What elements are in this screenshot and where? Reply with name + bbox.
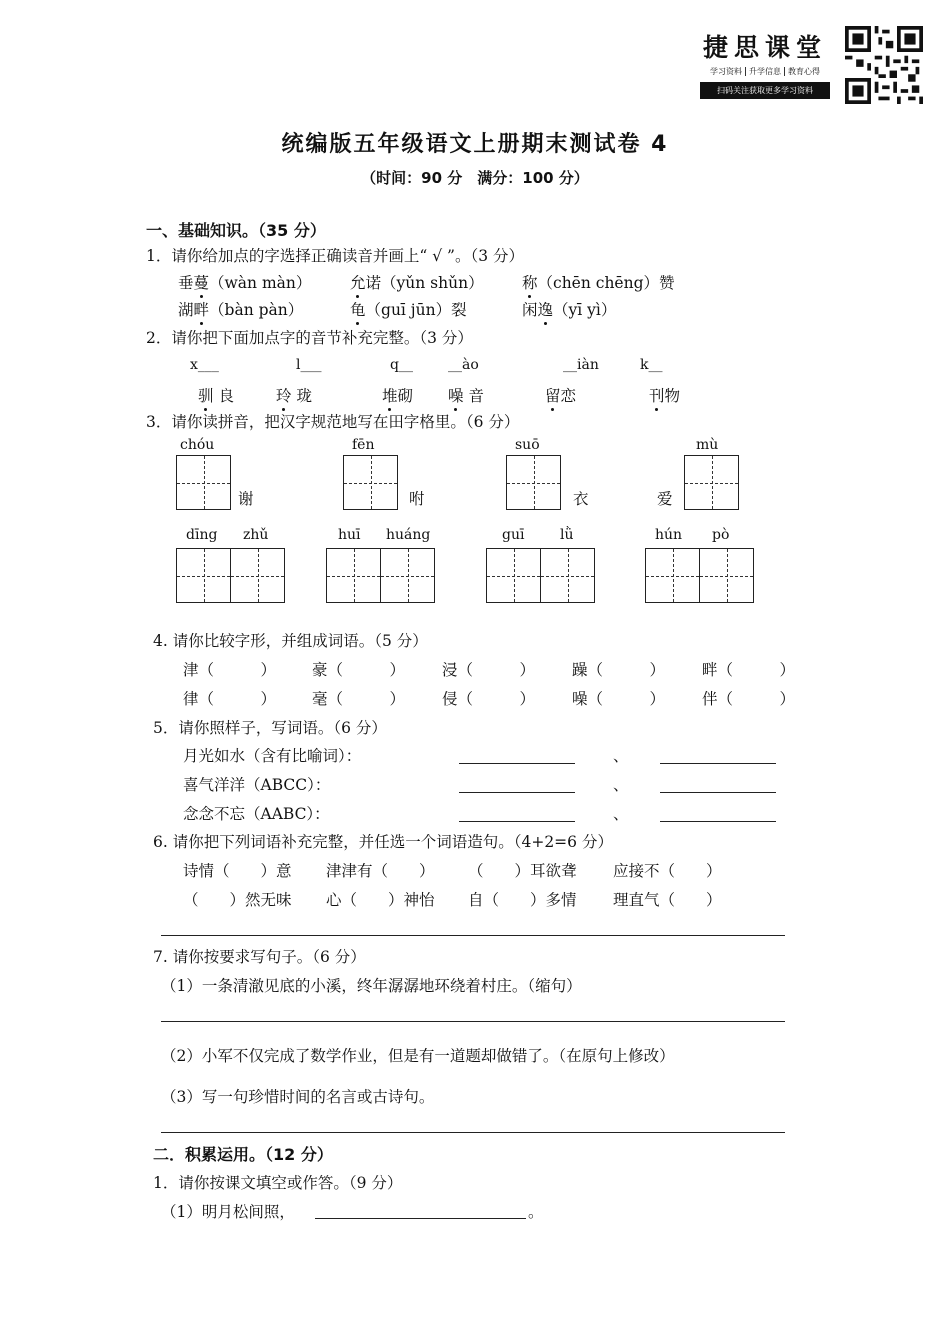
idiom-blank[interactable]: 津津有（ ） <box>326 862 435 880</box>
given-char: 爱 <box>657 490 673 508</box>
example-word: 念念不忘（AABC）： <box>183 805 330 823</box>
answer-line[interactable] <box>459 821 575 822</box>
writing-grid[interactable] <box>343 455 398 510</box>
syllable-blank[interactable]: __iàn <box>563 357 599 373</box>
writing-grid[interactable] <box>176 455 231 510</box>
answer-line[interactable] <box>660 821 776 822</box>
pinyin-label: fēn <box>352 437 375 453</box>
idiom-blank[interactable]: 理直气（ ） <box>613 891 722 909</box>
fill-answer-line[interactable] <box>315 1218 526 1219</box>
syllable-blank[interactable]: x___ <box>190 357 219 373</box>
compare-item[interactable]: 畔（ ） <box>702 661 796 679</box>
pinyin-label: huáng <box>386 527 431 543</box>
writing-grid[interactable] <box>506 455 561 510</box>
writing-grid[interactable] <box>230 548 285 603</box>
brand-bar: 扫码关注获取更多学习资料 <box>700 82 830 99</box>
fill-prompt: （1）明月松间照， <box>161 1203 295 1221</box>
question-2: 2．请你把下面加点字的音节补充完整。（3 分） <box>146 329 473 347</box>
answer-line[interactable] <box>459 763 575 764</box>
compare-item[interactable]: 律（ ） <box>183 690 277 708</box>
brand-tag: 教育心得 <box>784 67 823 76</box>
pinyin-label: lǜ <box>560 527 574 543</box>
q1-item-e: 龟（guī jūn）裂 <box>350 298 467 320</box>
idiom-blank[interactable]: 应接不（ ） <box>613 862 722 880</box>
section-heading-2: 二．积累运用。（12 分） <box>153 1145 333 1164</box>
section-heading-1: 一、基础知识。（35 分） <box>146 221 326 240</box>
question-4: 4. 请你比较字形，并组成词语。（5 分） <box>153 632 428 650</box>
writing-grid[interactable] <box>486 548 541 603</box>
brand-name: 捷思课堂 <box>702 33 827 62</box>
sentence-answer-line[interactable] <box>161 1021 785 1022</box>
compare-item[interactable]: 噪（ ） <box>572 690 666 708</box>
pinyin-label: guī <box>502 527 525 543</box>
sentence-task: （2）小军不仅完成了数学作业，但是有一道题却做错了。（在原句上修改） <box>161 1047 675 1065</box>
given-char: 衣 <box>573 490 589 508</box>
writing-grid[interactable] <box>380 548 435 603</box>
sentence-answer-line[interactable] <box>161 935 785 936</box>
syllable-blank[interactable]: q__ <box>390 357 413 373</box>
syllable-blank[interactable]: __ào <box>448 357 479 373</box>
pinyin-label: hún <box>655 527 683 543</box>
q1-item-b: 允诺（yǔn shǔn） <box>350 271 484 293</box>
q1-item-d: 湖畔（bàn pàn） <box>178 298 303 320</box>
sentence-answer-line[interactable] <box>161 1132 785 1133</box>
separator: 、 <box>613 747 629 765</box>
given-char: 咐 <box>409 490 425 508</box>
q2-word: 堆砌 <box>382 384 413 406</box>
exam-info: （时间：90 分 满分：100 分） <box>361 169 589 187</box>
sentence-task: （3）写一句珍惜时间的名言或古诗句。 <box>161 1088 435 1106</box>
q1-item-a: 垂蔓（wàn màn） <box>178 271 311 293</box>
fill-suffix: 。 <box>528 1203 544 1221</box>
idiom-blank[interactable]: 诗情（ ）意 <box>183 862 292 880</box>
syllable-blank[interactable]: k__ <box>640 357 663 373</box>
answer-line[interactable] <box>660 792 776 793</box>
pinyin-label: dīng <box>186 527 218 543</box>
page-title: 统编版五年级语文上册期末测试卷 4 <box>281 132 669 157</box>
idiom-blank[interactable]: 心（ ）神怡 <box>326 891 435 909</box>
idiom-blank[interactable]: 自（ ）多情 <box>468 891 577 909</box>
question-7: 7. 请你按要求写句子。（6 分） <box>153 948 366 966</box>
brand-tag: 学习资料 <box>710 67 742 76</box>
writing-grid[interactable] <box>540 548 595 603</box>
question-1: 1．请你给加点的字选择正确读音并画上“ √ ”。（3 分） <box>146 247 524 265</box>
syllable-blank[interactable]: l___ <box>296 357 322 373</box>
separator: 、 <box>613 776 629 794</box>
question-6: 6. 请你把下列词语补充完整，并任选一个词语造句。（4+2=6 分） <box>153 833 613 851</box>
question-3: 3．请你读拼音，把汉字规范地写在田字格里。（6 分） <box>146 413 520 431</box>
brand-tag: 升学信息 <box>745 67 784 76</box>
compare-item[interactable]: 躁（ ） <box>572 661 666 679</box>
compare-item[interactable]: 浸（ ） <box>442 661 536 679</box>
writing-grid[interactable] <box>699 548 754 603</box>
q2-word: 驯 良 <box>198 384 234 406</box>
compare-item[interactable]: 毫（ ） <box>312 690 406 708</box>
answer-line[interactable] <box>660 763 776 764</box>
idiom-blank[interactable]: （ ）然无味 <box>183 891 292 909</box>
compare-item[interactable]: 豪（ ） <box>312 661 406 679</box>
answer-line[interactable] <box>459 792 575 793</box>
q2-word: 留恋 <box>545 384 576 406</box>
q2-word: 噪 音 <box>448 384 484 406</box>
q1-item-f: 闲逸（yī yì） <box>522 298 616 320</box>
pinyin-label: suō <box>515 437 540 453</box>
idiom-blank[interactable]: （ ）耳欲聋 <box>468 862 577 880</box>
brand-tags <box>700 66 830 77</box>
given-char: 谢 <box>238 490 254 508</box>
writing-grid[interactable] <box>176 548 231 603</box>
example-word: 喜气洋洋（ABCC）： <box>183 776 331 794</box>
question-5: 5．请你照样子，写词语。（6 分） <box>153 719 387 737</box>
pinyin-label: zhǔ <box>243 527 269 543</box>
compare-item[interactable]: 津（ ） <box>183 661 277 679</box>
pinyin-label: chóu <box>180 437 215 453</box>
example-word: 月光如水（含有比喻词）： <box>183 747 362 765</box>
brand-logo <box>700 28 830 99</box>
compare-item[interactable]: 侵（ ） <box>442 690 536 708</box>
question-2-1: 1．请你按课文填空或作答。（9 分） <box>153 1174 403 1192</box>
sentence-task: （1）一条清澈见底的小溪，终年潺潺地环绕着村庄。（缩句） <box>161 977 582 995</box>
q2-word: 玲 珑 <box>276 384 312 406</box>
compare-item[interactable]: 伴（ ） <box>702 690 796 708</box>
writing-grid[interactable] <box>326 548 381 603</box>
writing-grid[interactable] <box>684 455 739 510</box>
pinyin-label: pò <box>712 527 730 543</box>
writing-grid[interactable] <box>645 548 700 603</box>
pinyin-label: mù <box>696 437 719 453</box>
q2-word: 刊物 <box>649 384 680 406</box>
pinyin-label: huī <box>338 527 361 543</box>
q1-item-c: 称（chēn chēng）赞 <box>522 271 675 293</box>
qr-code-icon <box>845 26 923 104</box>
separator: 、 <box>613 805 629 823</box>
